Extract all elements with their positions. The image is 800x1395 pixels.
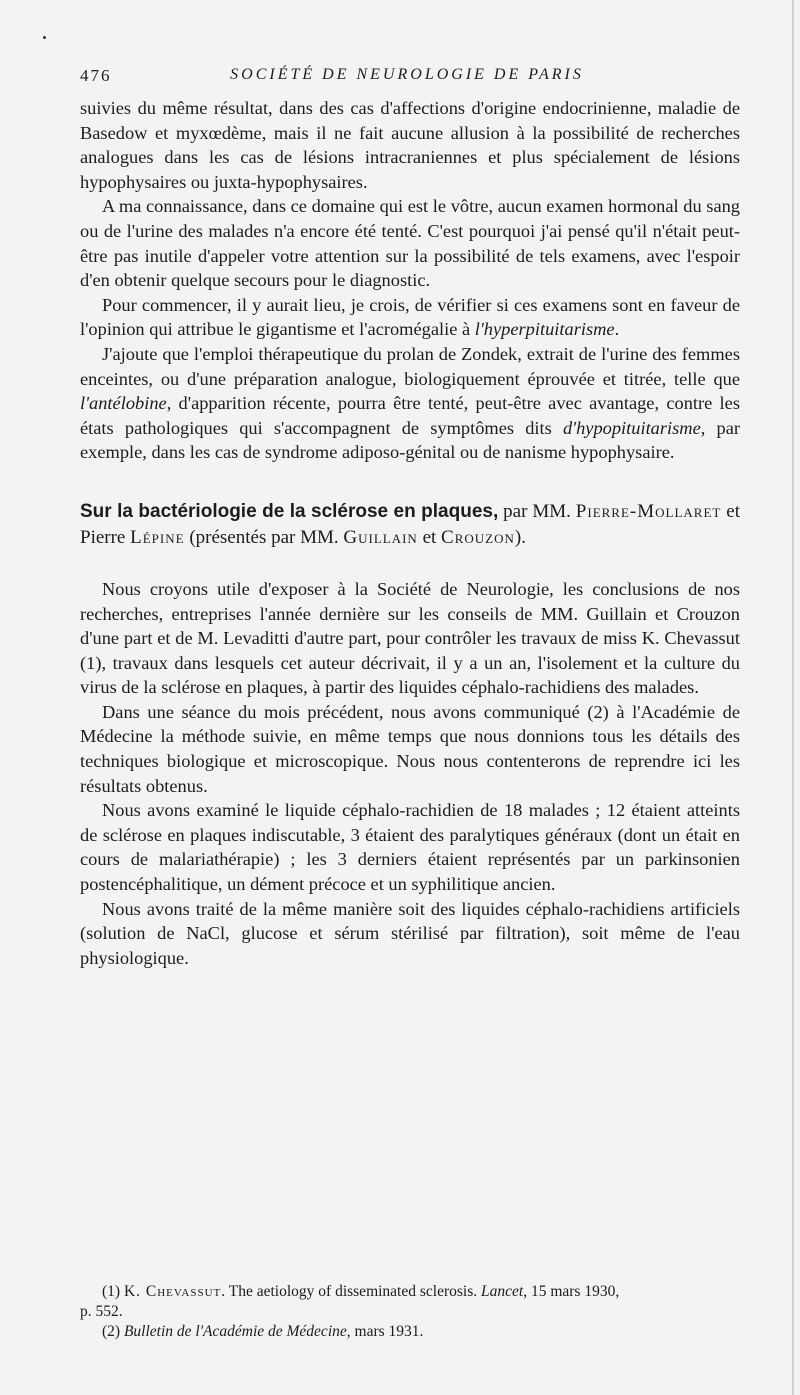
- italic-term: l'antélobine: [80, 393, 167, 414]
- text-run: et: [417, 526, 442, 548]
- footnotes: [80, 1282, 740, 1342]
- footnote-1: [80, 1282, 740, 1302]
- text-run: , d'apparition récente, pourra être tenté, peut-être avec avantage, contre les états pathologiques qui s'accompagnent de symptômes dits: [80, 393, 740, 438]
- author-name: Lépine: [130, 526, 185, 548]
- text-run: (2): [102, 1323, 124, 1340]
- article-section: [80, 577, 740, 971]
- footnote-2: [80, 1322, 740, 1342]
- margin-dot: [43, 36, 46, 39]
- intro-paragraph-4: [80, 342, 740, 465]
- section-paragraph-3: Nous avons examiné le liquide céphalo-rachidien de 18 malades ; 12 étaient atteints de sclérose en plaques indiscutable, 3 étaient des paralytiques généraux (dont un était en cours de malariathérapie) ; les 3 derniers étaient représentés par un parkinsonien postencéphalitique, un dément précoce et un syphilitique ancien.: [80, 800, 740, 895]
- page-edge-line: [792, 0, 794, 1395]
- text-run: par MM.: [498, 500, 576, 522]
- text-run: Pour commencer, il y aurait lieu, je crois, de vérifier si ces examens sont en faveur de l'opinion qui attribue le gigantisme et l'acromégalie à: [80, 294, 740, 340]
- text-run: ).: [514, 526, 526, 548]
- page-number: 476: [80, 66, 112, 85]
- footnote-1-continuation: p. 552.: [80, 1303, 123, 1320]
- running-head: SOCIÉTÉ DE NEUROLOGIE DE PARIS: [230, 66, 584, 83]
- section-paragraph-4: Nous avons traité de la même manière soit des liquides céphalo-rachidiens artificiels (solution de NaCl, glucose et sérum stérilisé par filtration), soit même de l'eau physiologique.: [80, 898, 740, 968]
- section-paragraph-2: Dans une séance du mois précédent, nous avons communiqué (2) à l'Académie de Médecine la méthode suivie, en même temps que nous donnions tous les détails des techniques biologique et microscopique. Nous nous contenterons de reprendre ici les résultats obtenus.: [80, 701, 740, 796]
- footnote-author: K. Chevassut: [123, 1283, 222, 1300]
- text-run: , par exemple, dans les cas de syndrome adiposo-génital ou de nanisme hypophysaire.: [80, 417, 740, 463]
- journal-name: Lancet: [481, 1283, 524, 1300]
- article-title-text: Sur la bactériologie de la sclérose en plaques,: [80, 500, 499, 522]
- intro-paragraph-2: A ma connaissance, dans ce domaine qui est le vôtre, aucun examen hormonal du sang ou de l'urine des malades n'a encore été tenté. C'est pourquoi j'ai pensé qu'il n'était peut-être pas inutile d'appeler votre attention sur la possibilité de tels examens, avec l'espoir d'en obtenir quelque secours pour le diagnostic.: [80, 196, 740, 291]
- author-name: Pierre-Mollaret: [575, 500, 722, 522]
- section-paragraph-1: Nous croyons utile d'exposer à la Société de Neurologie, les conclusions de nos recherches, entreprises l'année dernière sur les conseils de MM. Guillain et Crouzon d'une part et de M. Levaditti d'autre part, pour contrôler les travaux de miss K. Chevassut (1), travaux dans lesquels cet auteur décrivait, il y a un an, l'isolement et la culture du virus de la sclérose en plaques, à partir des liquides céphalo-rachidiens des malades.: [80, 578, 740, 698]
- text-run: J'ajoute que l'emploi thérapeutique du prolan de Zondek, extrait de l'urine des femmes enceintes, ou d'une préparation analogue, biologiquement éprouvée et titrée, telle que: [80, 343, 740, 389]
- text-run: et Pierre: [80, 500, 740, 548]
- text-run: (1): [102, 1283, 124, 1300]
- presenter-name: Crouzon: [441, 526, 515, 548]
- page-header: [80, 66, 734, 90]
- presenter-name: Guillain: [343, 526, 418, 548]
- intro-paragraph-1: suivies du même résultat, dans des cas d'affections d'origine endocrinienne, maladie de Basedow et myxœdème, mais il ne fait aucune allusion à la possibilité de recherches analogues dans les cas de lésions intracraniennes et plus spécialement de lésions hypophysaires ou juxta-hypophysaires.: [80, 98, 740, 192]
- article-title: [80, 499, 740, 551]
- italic-term: d'hypopituitarisme: [562, 417, 701, 438]
- journal-name: Bulletin de l'Académie de Médecine: [123, 1323, 347, 1340]
- page-body: [80, 96, 740, 970]
- intro-paragraph-3: [80, 293, 740, 342]
- text-run: , 15 mars 1930,: [523, 1283, 620, 1300]
- text-run: . The aetiology of disseminated sclerosis.: [221, 1283, 481, 1300]
- text-run: (présentés par MM.: [184, 526, 344, 548]
- text-run: .: [614, 319, 620, 340]
- text-run: , mars 1931.: [346, 1323, 424, 1340]
- italic-term: l'hyperpituitarisme: [474, 319, 615, 340]
